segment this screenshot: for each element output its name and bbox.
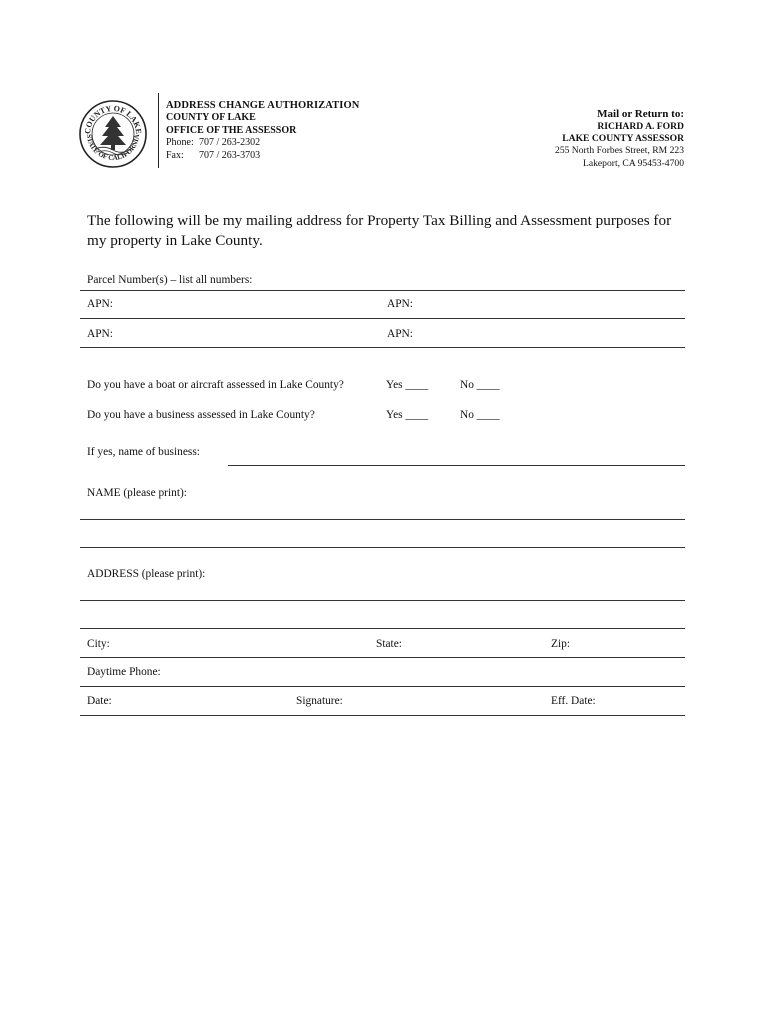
assessor-org: LAKE COUNTY ASSESSOR	[562, 133, 684, 145]
county-name: COUNTY OF LAKE	[166, 112, 256, 124]
apn-label: APN:	[87, 298, 113, 310]
boat-no-option[interactable]: No ____	[460, 379, 500, 391]
business-name-label: If yes, name of business:	[87, 446, 200, 458]
phone-line: Phone: 707 / 263-2302	[166, 137, 261, 149]
mail-heading: Mail or Return to:	[597, 108, 684, 120]
signature-label: Signature:	[296, 695, 343, 707]
fax-line: Fax: 707 / 263-3703	[166, 149, 261, 161]
assessor-city: Lakeport, CA 95453-4700	[583, 157, 684, 169]
form-title: ADDRESS CHANGE AUTHORIZATION	[166, 100, 360, 111]
daytime-phone-field-line[interactable]	[80, 686, 685, 687]
apn-label: APN:	[387, 328, 413, 340]
business-no-option[interactable]: No ____	[460, 409, 500, 421]
address-field-line[interactable]	[80, 628, 685, 629]
mail-to-block	[555, 107, 684, 170]
address-field-line[interactable]	[80, 600, 685, 601]
office-header	[166, 100, 359, 162]
office-name: OFFICE OF THE ASSESSOR	[166, 124, 297, 136]
date-signature-field-line[interactable]	[80, 715, 685, 716]
name-label: NAME (please print):	[87, 487, 187, 499]
intro-statement: The following will be my mailing address for Property Tax Billing and Assessment purposes for my property in Lake County.	[87, 212, 672, 249]
boat-yes-option[interactable]: Yes ____	[386, 379, 429, 391]
name-field-line[interactable]	[80, 519, 685, 520]
svg-text:COUNTY OF LAKE: COUNTY OF LAKE	[82, 103, 144, 135]
parcel-label: Parcel Number(s) – list all numbers:	[87, 274, 253, 286]
city-state-zip-field-line[interactable]	[80, 657, 685, 658]
apn-field-line[interactable]	[80, 318, 685, 319]
city-label: City:	[87, 638, 110, 650]
daytime-phone-label: Daytime Phone:	[87, 666, 161, 678]
address-label: ADDRESS (please print):	[87, 568, 206, 580]
eff-date-label: Eff. Date:	[551, 695, 596, 707]
assessor-street: 255 North Forbes Street, RM 223	[555, 145, 684, 157]
tree-icon	[95, 116, 131, 155]
boat-question: Do you have a boat or aircraft assessed in Lake County?	[87, 379, 344, 391]
business-yes-option[interactable]: Yes ____	[386, 409, 429, 421]
apn-label: APN:	[87, 328, 113, 340]
name-field-line[interactable]	[80, 547, 685, 548]
business-name-field[interactable]	[228, 465, 685, 466]
svg-text:STATE OF CALIFORNIA: STATE OF CALIFORNIA	[84, 133, 142, 163]
county-seal-logo	[78, 99, 148, 169]
divider	[80, 290, 685, 291]
assessor-name: RICHARD A. FORD	[597, 121, 684, 132]
header-divider	[158, 93, 159, 168]
apn-field-line[interactable]	[80, 347, 685, 348]
zip-label: Zip:	[551, 638, 570, 650]
date-label: Date:	[87, 695, 112, 707]
business-question: Do you have a business assessed in Lake County?	[87, 409, 315, 421]
state-label: State:	[376, 638, 402, 650]
apn-label: APN:	[387, 298, 413, 310]
